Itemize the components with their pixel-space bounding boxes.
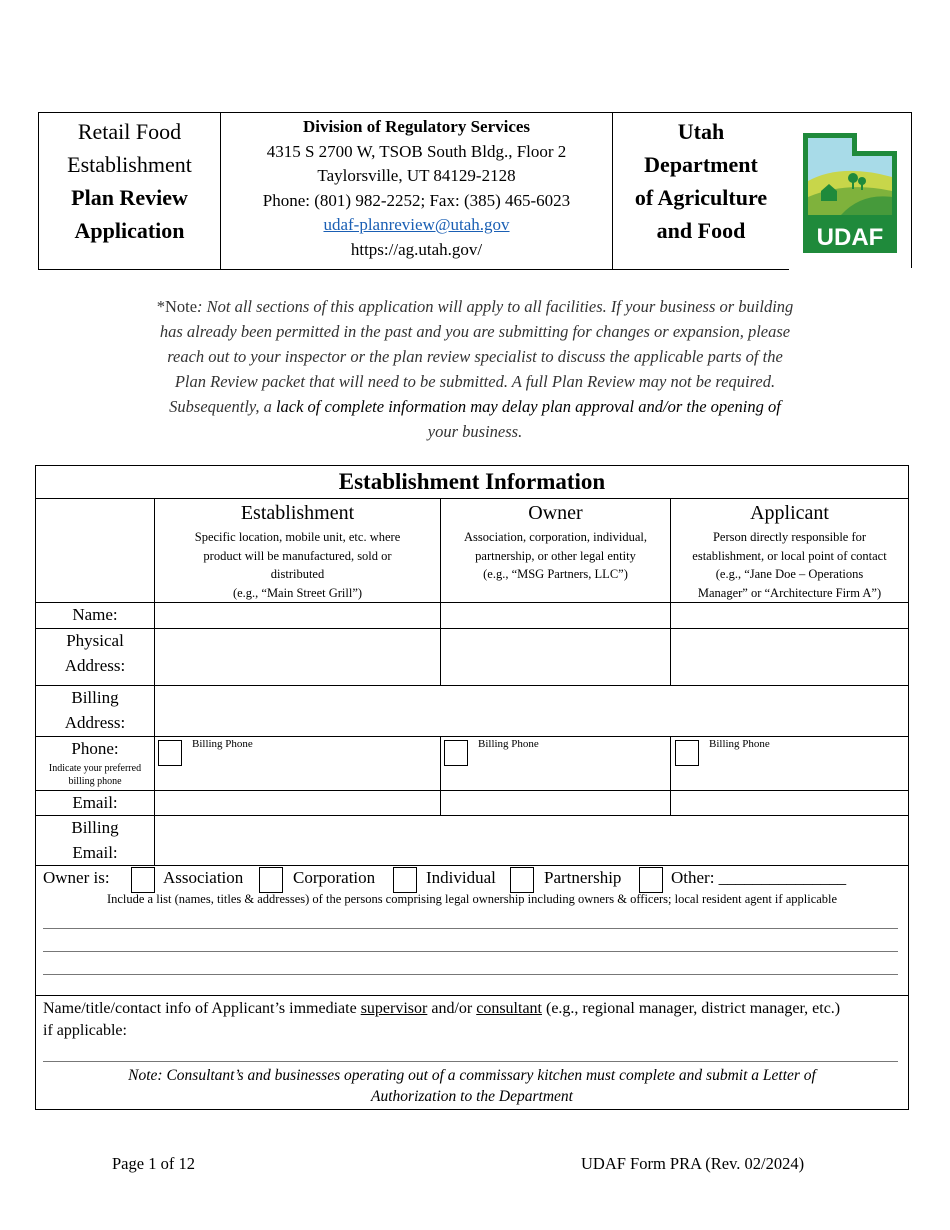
col-sub-text: Specific location, mobile unit, etc. where [194, 530, 401, 544]
establishment-email-field[interactable] [155, 791, 440, 815]
contact-block [221, 113, 613, 269]
supervisor-part-1: Name/title/contact info of Applicant’s immediate [43, 1000, 361, 1017]
consultant-word: consultant [476, 1000, 542, 1017]
header-table [38, 112, 912, 270]
col-sub-text: distributed [270, 567, 325, 581]
website-url: https://ag.utah.gov/ [350, 239, 483, 259]
note-line-5a: Subsequently, a [169, 397, 276, 416]
label-phone-note-2: billing phone [68, 775, 122, 787]
supervisor-part-2: and/or [427, 1000, 477, 1017]
col-title-owner: Owner [528, 502, 583, 524]
page-number: Page 1 of 12 [112, 1154, 195, 1173]
title-line-4: Application [74, 218, 185, 243]
individual-label: Individual [426, 868, 496, 887]
col-sub-text: (e.g., “Main Street Grill”) [232, 585, 363, 600]
form-title [39, 113, 221, 269]
billing-phone-label: Billing Phone [709, 738, 770, 750]
partnership-checkbox[interactable] [510, 867, 534, 893]
address-line-2: Taylorsville, UT 84129-2128 [317, 166, 516, 185]
ownership-line-3[interactable] [43, 974, 898, 975]
association-checkbox[interactable] [131, 867, 155, 893]
individual-checkbox[interactable] [393, 867, 417, 893]
row-label-billing-email [36, 816, 154, 865]
col-sub-text: Manager” or “Architecture Firm A”) [697, 585, 882, 600]
owner-is-label: Owner is: [43, 868, 110, 887]
col-sub-text: Person directly responsible for [712, 530, 867, 544]
label-billing-1: Billing [71, 688, 119, 707]
title-line-2: Establishment [67, 152, 192, 177]
supervisor-line-2: if applicable: [43, 1022, 127, 1039]
dept-line-1: Utah [677, 119, 725, 144]
label-phone: Phone: [71, 739, 119, 758]
note-paragraph [100, 294, 850, 444]
phone-fax: Phone: (801) 982-2252; Fax: (385) 465-6023 [262, 190, 571, 210]
label-physical-1: Physical [66, 631, 124, 650]
division-name: Division of Regulatory Services [302, 117, 531, 136]
ownership-line-1[interactable] [43, 928, 898, 929]
row-label-email [36, 791, 154, 816]
note-line-2: has already been permitted in the past and you are submitting for changes or expansion, please [159, 322, 791, 341]
owner-email-field[interactable] [441, 791, 670, 815]
form-id: UDAF Form PRA (Rev. 02/2024) [581, 1154, 805, 1173]
note-line-3: reach out to your inspector or the plan review specialist to discuss the applicable parts of the [167, 347, 783, 366]
establishment-address-field[interactable] [155, 629, 440, 685]
title-line-3: Plan Review [71, 185, 188, 210]
consultant-note [36, 1065, 908, 1107]
row-label-physical [36, 629, 154, 678]
supervisor-word: supervisor [360, 1000, 428, 1017]
label-name: Name: [72, 605, 118, 624]
col-header-establishment [155, 501, 440, 602]
col-sub-text: establishment, or local point of contact [692, 548, 887, 563]
note-line-5b: lack of complete information may delay plan approval and/or the opening of [275, 397, 781, 416]
applicant-billing-phone-checkbox[interactable] [675, 740, 699, 766]
billing-phone-label: Billing Phone [192, 738, 253, 750]
udaf-logo-icon [801, 131, 899, 255]
email-link[interactable]: udaf-planreview@utah.gov [323, 215, 510, 234]
corporation-label: Corporation [293, 868, 376, 887]
applicant-address-field[interactable] [671, 629, 908, 685]
note-line-1: : Not all sections of this application will apply to all facilities. If your business or building [197, 297, 794, 316]
note-line-4: Plan Review packet that will need to be submitted. A full Plan Review may not be required. [174, 372, 776, 391]
consultant-note-1: Note: Consultant’s and businesses operating out of a commissary kitchen must complete and submit a Letter of [128, 1067, 816, 1084]
billing-address-field[interactable] [155, 686, 908, 736]
ownership-line-2[interactable] [43, 951, 898, 952]
billing-email-field[interactable] [155, 816, 908, 865]
row-label-name [36, 603, 154, 628]
row-label-phone [36, 737, 154, 788]
label-phone-note-1: Indicate your preferred [48, 762, 142, 774]
col-sub-text: Association, corporation, individual, [464, 530, 647, 544]
billing-phone-label: Billing Phone [478, 738, 539, 750]
corporation-checkbox[interactable] [259, 867, 283, 893]
partnership-label: Partnership [544, 868, 622, 887]
owner-name-field[interactable] [441, 603, 670, 628]
col-sub-text: (e.g., “Jane Doe – Operations [715, 567, 864, 581]
applicant-email-field[interactable] [671, 791, 908, 815]
label-billing-email-1: Billing [71, 818, 119, 837]
department-name [613, 113, 789, 269]
col-header-applicant [671, 501, 908, 602]
col-sub-text: product will be manufactured, sold or [203, 548, 392, 563]
col-title-establishment: Establishment [240, 502, 355, 524]
title-line-1: Retail Food [77, 119, 182, 144]
establishment-name-field[interactable] [155, 603, 440, 628]
supervisor-text [43, 998, 905, 1042]
consultant-note-2: Authorization to the Department [371, 1088, 573, 1105]
association-label: Association [163, 868, 244, 887]
logo-text: UDAF [816, 224, 884, 251]
ownership-instruction: Include a list (names, titles & addresses) of the persons comprising legal ownership including owners & officers; local resident agent if applicable [106, 892, 838, 906]
address-line-1: 4315 S 2700 W, TSOB South Bldg., Floor 2 [266, 141, 567, 161]
dept-line-3: of Agriculture [634, 185, 768, 210]
note-prefix: *Note [156, 297, 198, 316]
establishment-billing-phone-checkbox[interactable] [158, 740, 182, 766]
col-title-applicant: Applicant [750, 502, 829, 524]
applicant-name-field[interactable] [671, 603, 908, 628]
dept-line-4: and Food [656, 218, 746, 243]
dept-line-2: Department [644, 152, 758, 177]
supervisor-line[interactable] [43, 1061, 898, 1062]
label-physical-2: Address: [64, 655, 126, 675]
supervisor-part-3: (e.g., regional manager, district manager, etc.) [541, 1000, 841, 1017]
label-billing-email-2: Email: [72, 842, 118, 862]
section-title: Establishment Information [338, 469, 606, 494]
row-label-billing-address [36, 686, 154, 735]
col-sub-text: (e.g., “MSG Partners, LLC”) [483, 567, 628, 581]
owner-billing-phone-checkbox[interactable] [444, 740, 468, 766]
col-header-owner [441, 501, 670, 584]
col-sub-text: partnership, or other legal entity [475, 548, 636, 563]
owner-address-field[interactable] [441, 629, 670, 685]
note-line-6: your business. [427, 422, 523, 441]
label-email: Email: [72, 793, 118, 812]
other-checkbox[interactable] [639, 867, 663, 893]
establishment-form [35, 465, 909, 1110]
label-billing-2: Address: [64, 712, 126, 732]
other-label: Other: _______________ [671, 868, 847, 887]
